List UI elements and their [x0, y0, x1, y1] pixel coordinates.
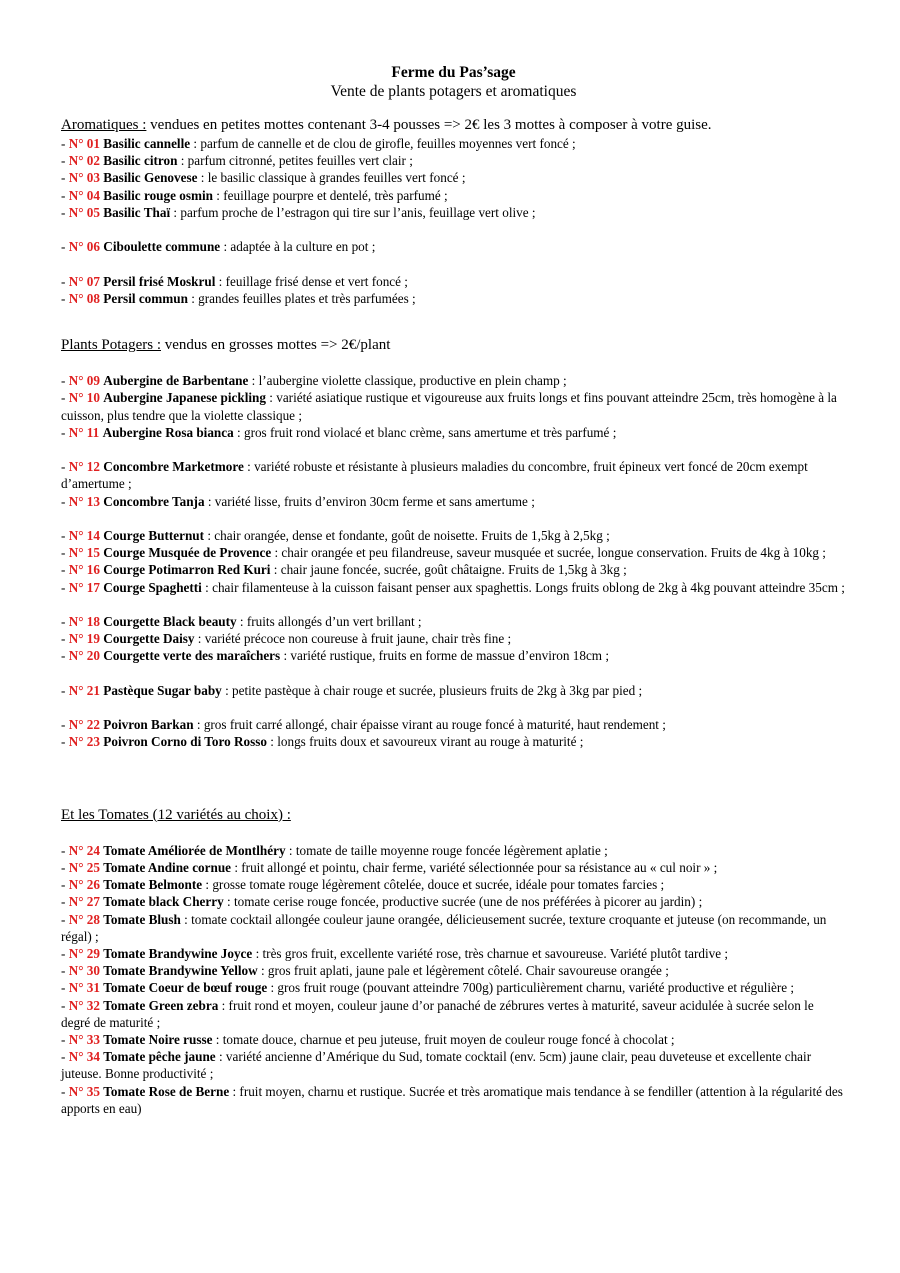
item-description: : tomate de taille moyenne rouge foncée légèrement aplatie ;	[285, 842, 608, 858]
item-name: Tomate Noire russe	[103, 1032, 213, 1047]
item-description: : variété ancienne d’Amérique du Sud, tomate cocktail (env. 5cm) jaune clair, peau duveteuse et excellente chair juteuse. Bonne productivité ;	[61, 1049, 812, 1082]
item-description: : très gros fruit, excellente variété rose, très charnue et savoureuse. Variété plutôt tardive ;	[252, 945, 729, 961]
item-name: Tomate Brandywine Yellow	[103, 963, 258, 979]
item-number: N° 05	[68, 204, 100, 220]
item-name: Tomate Améliorée de Montlhéry	[103, 842, 286, 858]
tomates-list	[61, 842, 846, 1117]
list-item: - N° 18 Courgette Black beauty : fruits allongés d’un vert brillant ;	[61, 613, 422, 629]
item-name: Aubergine Japanese pickling	[103, 390, 266, 406]
item-number: N° 17	[68, 579, 100, 595]
item-number: N° 23	[68, 734, 100, 750]
list-item: - N° 34 Tomate pêche jaune : variété ancienne d’Amérique du Sud, tomate cocktail (env. 5cm) jaune clair, peau duveteuse et excellente chair juteuse. Bonne productivité ;	[61, 1049, 812, 1082]
item-description: : gros fruit rouge (pouvant atteindre 700g) particulièrement charnu, variété productive et régulière ;	[267, 980, 795, 996]
item-number: N° 35	[68, 1083, 100, 1099]
item-description: : l’aubergine violette classique, productive en plein champ ;	[248, 373, 567, 389]
potagers-heading-label: Plants Potagers :	[61, 337, 161, 353]
list-item: - N° 01 Basilic cannelle : parfum de cannelle et de clou de girofle, feuilles moyennes vert foncé ;	[61, 136, 576, 151]
item-description: : chair jaune foncée, sucrée, goût châtaigne. Fruits de 1,5kg à 3kg ;	[270, 562, 627, 578]
potagers-heading-rest: vendus en grosses mottes => 2€/plant	[161, 337, 391, 353]
item-name: Persil commun	[103, 290, 188, 306]
item-description: : chair filamenteuse à la cuisson faisant penser aux spaghettis. Longs fruits oblong de 2kg à 4kg pouvant atteindre 35cm ;	[201, 579, 845, 595]
tomates-heading-label: Et les Tomates (12 variétés au choix) :	[61, 806, 291, 823]
item-number: N° 10	[68, 390, 100, 406]
list-item: - N° 10 Aubergine Japanese pickling : variété asiatique rustique et vigoureuse aux fruits longs et fins pouvant atteindre 25cm, très homogène à la cuisson, plus tendre que la violette classique ;	[61, 390, 837, 423]
item-number: N° 32	[68, 997, 100, 1013]
item-name: Courge Spaghetti	[103, 579, 202, 595]
list-item: - N° 03 Basilic Genovese : le basilic classique à grandes feuilles vert foncé ;	[61, 170, 466, 186]
item-name: Persil frisé Moskrul	[103, 273, 216, 289]
item-number: N° 25	[68, 859, 100, 875]
item-number: N° 04	[68, 187, 100, 203]
aromatiques-heading-rest: vendues en petites mottes contenant 3-4 pousses => 2€ les 3 mottes à composer à votre guise.	[146, 117, 712, 133]
list-item: - N° 22 Poivron Barkan : gros fruit carré allongé, chair épaisse virant au rouge foncé à maturité, haut rendement ;	[61, 717, 666, 733]
item-name: Basilic rouge osmin	[103, 187, 213, 203]
item-name: Basilic cannelle	[103, 136, 191, 151]
list-item: - N° 06 Ciboulette commune : adaptée à la culture en pot ;	[61, 239, 376, 255]
item-number: N° 28	[68, 911, 100, 927]
item-description: : tomate cerise rouge foncée, productive sucrée (une de nos préférées à picorer au jardin) ;	[223, 894, 703, 910]
list-item: - N° 11 Aubergine Rosa bianca : gros fruit rond violacé et blanc crème, sans amertume et très parfumé ;	[61, 424, 617, 440]
item-description: : tomate cocktail allongée couleur jaune orangée, délicieusement sucrée, texture croquante et juteuse (on recommande, un régal) ;	[61, 911, 827, 944]
item-number: N° 01	[68, 136, 100, 151]
item-description: : chair orangée et peu filandreuse, saveur musquée et sucrée, longue conservation. Fruits de 4kg à 10kg ;	[271, 545, 826, 561]
item-name: Poivron Barkan	[103, 717, 194, 733]
list-item: - N° 29 Tomate Brandywine Joyce : très gros fruit, excellente variété rose, très charnue et savoureuse. Variété plutôt tardive ;	[61, 945, 729, 961]
item-name: Tomate Brandywine Joyce	[103, 945, 253, 961]
item-description: : chair orangée, dense et fondante, goût de noisette. Fruits de 1,5kg à 2,5kg ;	[204, 527, 610, 543]
aromatiques-heading-label: Aromatiques :	[61, 117, 147, 133]
item-number: N° 33	[68, 1032, 100, 1047]
item-name: Tomate Rose de Berne	[103, 1083, 230, 1099]
list-item: - N° 12 Concombre Marketmore : variété robuste et résistante à plusieurs maladies du concombre, fruit épineux vert foncé de 20cm exempt d’amertume ;	[61, 459, 808, 492]
item-number: N° 14	[68, 527, 100, 543]
list-item: - N° 21 Pastèque Sugar baby : petite pastèque à chair rouge et sucrée, plusieurs fruits de 2kg à 3kg par pied ;	[61, 682, 643, 698]
item-number: N° 24	[68, 842, 100, 858]
item-number: N° 03	[68, 170, 100, 186]
item-name: Courge Musquée de Provence	[103, 545, 272, 561]
item-number: N° 20	[68, 648, 100, 664]
item-name: Courge Butternut	[103, 527, 205, 543]
list-item: - N° 24 Tomate Améliorée de Montlhéry : tomate de taille moyenne rouge foncée légèrement aplatie ;	[61, 842, 608, 858]
item-name: Concombre Marketmore	[103, 459, 244, 475]
item-name: Poivron Corno di Toro Rosso	[103, 734, 267, 750]
item-number: N° 34	[68, 1049, 100, 1065]
list-item: - N° 28 Tomate Blush : tomate cocktail allongée couleur jaune orangée, délicieusement sucrée, texture croquante et juteuse (on recommande, un régal) ;	[61, 911, 827, 944]
list-item: - N° 02 Basilic citron : parfum citronné, petites feuilles vert clair ;	[61, 153, 413, 169]
item-number: N° 21	[68, 682, 100, 698]
tomates-heading	[61, 805, 846, 825]
item-number: N° 13	[68, 493, 100, 509]
item-name: Courgette Daisy	[103, 631, 195, 647]
doc-subtitle: Vente de plants potagers et aromatiques	[330, 83, 577, 100]
list-item: - N° 27 Tomate black Cherry : tomate cerise rouge foncée, productive sucrée (une de nos préférées à picorer au jardin) ;	[61, 894, 703, 910]
item-name: Aubergine Rosa bianca	[102, 424, 234, 440]
item-number: N° 19	[68, 631, 100, 647]
item-description: : fruits allongés d’un vert brillant ;	[236, 613, 422, 629]
aromatiques-heading	[61, 115, 846, 135]
item-number: N° 26	[68, 877, 100, 893]
item-description: : feuillage pourpre et dentelé, très parfumé ;	[212, 187, 448, 203]
item-number: N° 15	[68, 545, 100, 561]
item-name: Tomate Green zebra	[103, 997, 219, 1013]
item-name: Basilic Thaï	[103, 204, 171, 220]
item-number: N° 09	[68, 373, 100, 389]
list-item: - N° 35 Tomate Rose de Berne : fruit moyen, charnu et rustique. Sucrée et très aromatique mais tendance à se fendiller (attention à la régularité des apports en eau)	[61, 1083, 843, 1116]
list-item: - N° 31 Tomate Coeur de bœuf rouge : gros fruit rouge (pouvant atteindre 700g) particulièrement charnu, variété productive et régulière ;	[61, 980, 795, 996]
potagers-list	[61, 372, 846, 750]
item-description: : le basilic classique à grandes feuilles vert foncé ;	[197, 170, 466, 186]
list-item: - N° 15 Courge Musquée de Provence : chair orangée et peu filandreuse, saveur musquée et sucrée, longue conservation. Fruits de 4kg à 10kg ;	[61, 545, 826, 561]
item-description: : tomate douce, charnue et peu juteuse, fruit moyen de couleur rouge foncé à chocolat ;	[212, 1032, 675, 1047]
list-item: - N° 17 Courge Spaghetti : chair filamenteuse à la cuisson faisant penser aux spaghettis. Longs fruits oblong de 2kg à 4kg pouvant atteindre 35cm ;	[61, 579, 845, 595]
list-item: - N° 04 Basilic rouge osmin : feuillage pourpre et dentelé, très parfumé ;	[61, 187, 448, 203]
item-description: : gros fruit rond violacé et blanc crème, sans amertume et très parfumé ;	[233, 424, 617, 440]
item-number: N° 06	[68, 239, 100, 255]
item-number: N° 07	[68, 273, 100, 289]
item-number: N° 18	[68, 613, 100, 629]
item-description: : grandes feuilles plates et très parfumées ;	[187, 290, 416, 306]
list-item: - N° 13 Concombre Tanja : variété lisse, fruits d’environ 30cm ferme et sans amertume ;	[61, 493, 535, 509]
list-item: - N° 19 Courgette Daisy : variété précoce non coureuse à fruit jaune, chair très fine ;	[61, 631, 512, 647]
item-description: : petite pastèque à chair rouge et sucrée, plusieurs fruits de 2kg à 3kg par pied ;	[221, 682, 643, 698]
item-name: Ciboulette commune	[103, 239, 221, 255]
list-item: - N° 25 Tomate Andine cornue : fruit allongé et pointu, chair ferme, variété sélectionnée pour sa résistance au « cul noir » ;	[61, 859, 718, 875]
item-description: : variété robuste et résistante à plusieurs maladies du concombre, fruit épineux vert foncé de 20cm exempt d’amertume ;	[61, 459, 808, 492]
item-number: N° 11	[68, 424, 100, 440]
item-name: Tomate black Cherry	[103, 894, 224, 910]
item-name: Pastèque Sugar baby	[103, 682, 222, 698]
document-page	[61, 60, 846, 1117]
item-description: : fruit allongé et pointu, chair ferme, variété sélectionnée pour sa résistance au « cul noir » ;	[231, 859, 718, 875]
item-name: Aubergine de Barbentane	[103, 373, 249, 389]
list-item: - N° 05 Basilic Thaï : parfum proche de l’estragon qui tire sur l’anis, feuillage vert olive ;	[61, 204, 536, 220]
item-number: N° 16	[68, 562, 100, 578]
item-name: Courgette Black beauty	[103, 613, 237, 629]
list-item: - N° 08 Persil commun : grandes feuilles plates et très parfumées ;	[61, 290, 416, 306]
item-number: N° 27	[68, 894, 100, 910]
item-number: N° 29	[68, 945, 100, 961]
item-description: : parfum citronné, petites feuilles vert clair ;	[177, 153, 413, 169]
item-name: Tomate Belmonte	[103, 877, 203, 893]
item-name: Concombre Tanja	[103, 493, 205, 509]
list-item: - N° 30 Tomate Brandywine Yellow : gros fruit aplati, jaune pale et légèrement côtelé. Chair savoureuse orangée ;	[61, 963, 669, 979]
item-description: : gros fruit carré allongé, chair épaisse virant au rouge foncé à maturité, haut rendement ;	[193, 717, 666, 733]
item-name: Tomate Blush	[103, 911, 181, 927]
list-item: - N° 16 Courge Potimarron Red Kuri : chair jaune foncée, sucrée, goût châtaigne. Fruits de 1,5kg à 3kg ;	[61, 562, 627, 578]
item-description: : longs fruits doux et savoureux virant au rouge à maturité ;	[266, 734, 584, 750]
item-description: : parfum proche de l’estragon qui tire sur l’anis, feuillage vert olive ;	[170, 204, 536, 220]
item-number: N° 30	[68, 963, 100, 979]
item-number: N° 12	[68, 459, 100, 475]
item-number: N° 22	[68, 717, 100, 733]
aromatiques-list	[61, 135, 846, 307]
item-description: : variété asiatique rustique et vigoureuse aux fruits longs et fins pouvant atteindre 25cm, très homogène à la cuisson, plus tendre que la violette classique ;	[61, 390, 837, 423]
list-item: - N° 33 Tomate Noire russe : tomate douce, charnue et peu juteuse, fruit moyen de couleur rouge foncé à chocolat ;	[61, 1032, 675, 1047]
list-item: - N° 32 Tomate Green zebra : fruit rond et moyen, couleur jaune d’or panaché de zébrures vertes à maturité, saveur acidulée à sucrée selon le degré de maturité ;	[61, 997, 814, 1030]
item-description: : adaptée à la culture en pot ;	[220, 239, 376, 255]
item-name: Basilic Genovese	[103, 170, 198, 186]
list-item: - N° 20 Courgette verte des maraîchers : variété rustique, fruits en forme de massue d’environ 18cm ;	[61, 648, 610, 664]
item-description: : variété lisse, fruits d’environ 30cm ferme et sans amertume ;	[204, 493, 535, 509]
item-description: : gros fruit aplati, jaune pale et légèrement côtelé. Chair savoureuse orangée ;	[257, 963, 669, 979]
item-name: Tomate pêche jaune	[103, 1049, 216, 1065]
item-number: N° 31	[68, 980, 100, 996]
item-name: Tomate Andine cornue	[103, 859, 232, 875]
doc-title: Ferme du Pas’sage	[391, 64, 516, 81]
list-item: - N° 07 Persil frisé Moskrul : feuillage frisé dense et vert foncé ;	[61, 273, 408, 289]
list-item: - N° 14 Courge Butternut : chair orangée, dense et fondante, goût de noisette. Fruits de 1,5kg à 2,5kg ;	[61, 527, 610, 543]
item-description: : parfum de cannelle et de clou de girofle, feuilles moyennes vert foncé ;	[190, 136, 576, 151]
potagers-heading	[61, 335, 846, 355]
item-description: : fruit moyen, charnu et rustique. Sucrée et très aromatique mais tendance à se fendiller (attention à la régularité des apports en eau)	[61, 1083, 843, 1116]
list-item: - N° 23 Poivron Corno di Toro Rosso : longs fruits doux et savoureux virant au rouge à maturité ;	[61, 734, 584, 750]
item-description: : feuillage frisé dense et vert foncé ;	[215, 273, 408, 289]
item-number: N° 08	[68, 290, 100, 306]
item-name: Basilic citron	[103, 153, 178, 169]
item-number: N° 02	[68, 153, 100, 169]
item-description: : variété précoce non coureuse à fruit jaune, chair très fine ;	[194, 631, 512, 647]
item-name: Courgette verte des maraîchers	[103, 648, 281, 664]
list-item: - N° 26 Tomate Belmonte : grosse tomate rouge légèrement côtelée, douce et sucrée, idéale pour tomates farcies ;	[61, 877, 665, 893]
item-description: : fruit rond et moyen, couleur jaune d’or panaché de zébrures vertes à maturité, saveur acidulée à sucrée selon le degré de maturité ;	[61, 997, 814, 1030]
item-description: : grosse tomate rouge légèrement côtelée, douce et sucrée, idéale pour tomates farcies ;	[202, 877, 665, 893]
list-item: - N° 09 Aubergine de Barbentane : l’aubergine violette classique, productive en plein champ ;	[61, 373, 567, 389]
item-description: : variété rustique, fruits en forme de massue d’environ 18cm ;	[280, 648, 610, 664]
item-name: Tomate Coeur de bœuf rouge	[103, 980, 268, 996]
item-name: Courge Potimarron Red Kuri	[103, 562, 271, 578]
